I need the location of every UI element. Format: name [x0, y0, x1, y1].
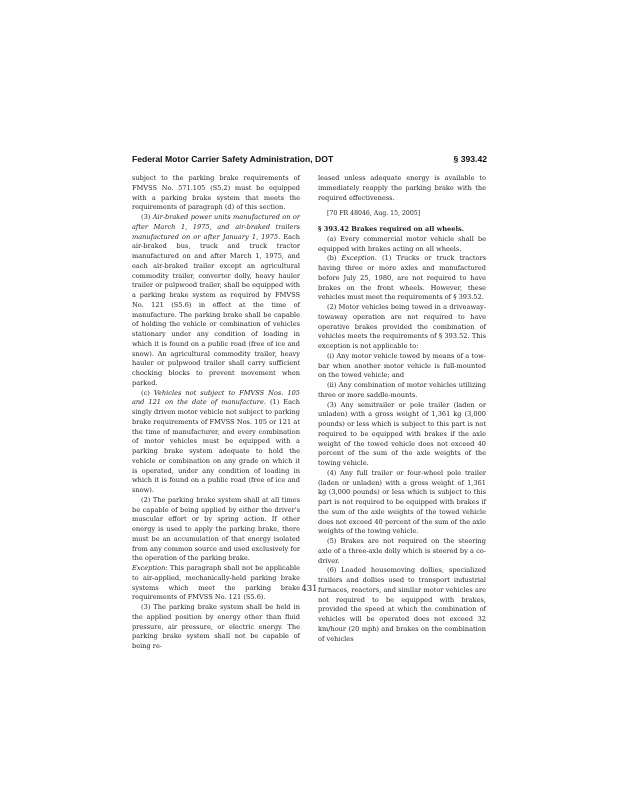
paragraph — [318, 381, 486, 401]
paragraph — [318, 235, 486, 255]
italic-text: Exception. — [341, 254, 377, 263]
section-symbol: § 393.42 — [318, 225, 349, 233]
text-run: (ii) Any combination of motor vehicles utilizing three or more saddle-mounts. — [318, 381, 486, 399]
paragraph — [318, 174, 486, 203]
text-run: (1) Trucks or truck tractors having three or more axles and manufactured before July 25, 1980, are not required to have brakes on the front wheels. However, these vehicles must meet the requirements of § 393.52. — [318, 254, 486, 302]
text-run: leased unless adequate energy is available to immediately reapply the parking brake with the required effectiveness. — [318, 174, 486, 202]
italic-text: Air-braked power units manufactured on or after March 1, 1975, and air-braked trailers manufactured on or after January 1, 1975. — [132, 213, 301, 241]
italic-text: Vehicles not subject to FMVSS Nos. 105 and 121 on the date of manufacture. — [132, 388, 301, 407]
text-run: (2) The parking brake system shall at all times be capable of being applied by either the driver's muscular effort or by spring action. If other energy is used to apply the parking brake, there must be an accumulation of that energy isolated from any common source and used exclusively for the operation of the parking brake. — [132, 495, 300, 563]
text-run: subject to the parking brake requirements of FMVSS No. 571.105 (S5.2) must be equipped with a parking brake system that meets the requirements of paragraph (d) of this section. — [132, 174, 300, 212]
header-section-number: § 393.42 — [453, 154, 487, 164]
paragraph — [318, 303, 486, 352]
text-run: (b) — [327, 254, 342, 263]
citation: [70 FR 48046, Aug. 15, 2005] — [327, 210, 421, 218]
text-run: (c) — [141, 388, 154, 397]
paragraph — [318, 537, 486, 566]
text-run: Each air-braked bus, truck and truck tractor manufactured on and after March 1, 1975, and each air-braked trailer except an agricultural commodity trailer, converter dolly, heavy hauler trailer or pulpwood trailer, shall be equipped with a parking brake system as required by FMVSS No. 121 (S5.6) in effect at the time of manufacture. The parking brake shall be capable of holding the vehicle or combination of vehicles stationary under any condition of loading in which it is found on a public road (free of ice and snow). An agricultural commodity trailer, heavy hauler or pulpwood trailer shall carry sufficient chocking blocks to prevent movement when parked. — [132, 232, 301, 387]
paragraph — [318, 254, 486, 303]
paragraph — [318, 469, 486, 537]
section-title: Brakes required on all wheels. — [351, 225, 464, 233]
section-heading — [318, 225, 486, 235]
paragraph — [132, 603, 300, 652]
text-run: (6) Loaded housemoving dollies, specialized trailers and dollies used to transport industrial furnaces, reactors, and similar motor vehicles are not required to be equipped with brakes, provided the speed at which the combination of vehicles will be operated does not exceed 32 km/hour (20 mph) and brakes on the combination of vehicles — [318, 566, 486, 643]
text-run: (4) Any full trailer or four-wheel pole trailer (laden or unladen) with a gross weight of 1,361 kg (3,000 pounds) or less which is subject to this part is not required to be equipped with brakes if the sum of the axle weights of the towed vehicle does not exceed 40 percent of the sum of the axle weights of the towing vehicle. — [318, 468, 486, 536]
right-text-column — [318, 174, 486, 644]
paragraph — [318, 352, 486, 381]
text-run: (1) Each singly driven motor vehicle not subject to parking brake requirements of FMVSS Nos. 105 or 121 at the time of manufacturer, and every combination of motor vehicles must be equipped with a parking brake system adequate to hold the vehicle or combination on any grade on which it is operated, under any condition of loading in which it is found on a public road (free of ice and snow). — [132, 398, 300, 494]
page-number: 431 — [301, 583, 318, 593]
paragraph — [318, 401, 486, 469]
paragraph — [132, 213, 300, 389]
italic-text: Exception: — [132, 564, 168, 572]
left-text-column — [132, 174, 300, 652]
text-run: This paragraph shall not be applicable to air-applied, mechanically-held parking brake systems which meet the parking brake requirements of FMVSS No. 121 (S5.6). — [132, 564, 300, 602]
paragraph — [132, 389, 300, 496]
text-run: (3) The parking brake system shall be held in the applied position by energy other than fluid pressure, air pressure, or electric energy. The parking brake system shall not be capable of being re- — [132, 603, 300, 650]
header-agency: Federal Motor Carrier Safety Administration, DOT — [132, 154, 334, 164]
paragraph — [318, 566, 486, 644]
paragraph — [132, 174, 300, 213]
text-run: (a) Every commercial motor vehicle shall be equipped with brakes acting on all wheels. — [318, 234, 486, 253]
running-header — [132, 154, 487, 164]
paragraph — [132, 496, 300, 564]
text-run: (3) Any semitrailer or pole trailer (laden or unladen) with a gross weight of 1,361 kg (3,000 pounds) or less which is subject to this part is not required to be equipped with brakes if the axle weight of the towed vehicle does not exceed 40 percent of the sum of the axle weights of the towing vehicle. — [318, 400, 486, 467]
text-run: (i) Any motor vehicle towed by means of a tow-bar when another motor vehicle is full-mounted on the towed vehicle; and — [318, 351, 486, 380]
text-run: (5) Brakes are not required on the steering axle of a three-axle dolly which is steered by a co-driver. — [318, 537, 486, 565]
text-run: (2) Motor vehicles being towed in a driveaway-towaway operation are not required to have operative brakes provided the combination of vehicles meets the requirements of § 393.52. This exception is not applicable to: — [318, 303, 486, 350]
text-run: (3) — [141, 213, 153, 221]
